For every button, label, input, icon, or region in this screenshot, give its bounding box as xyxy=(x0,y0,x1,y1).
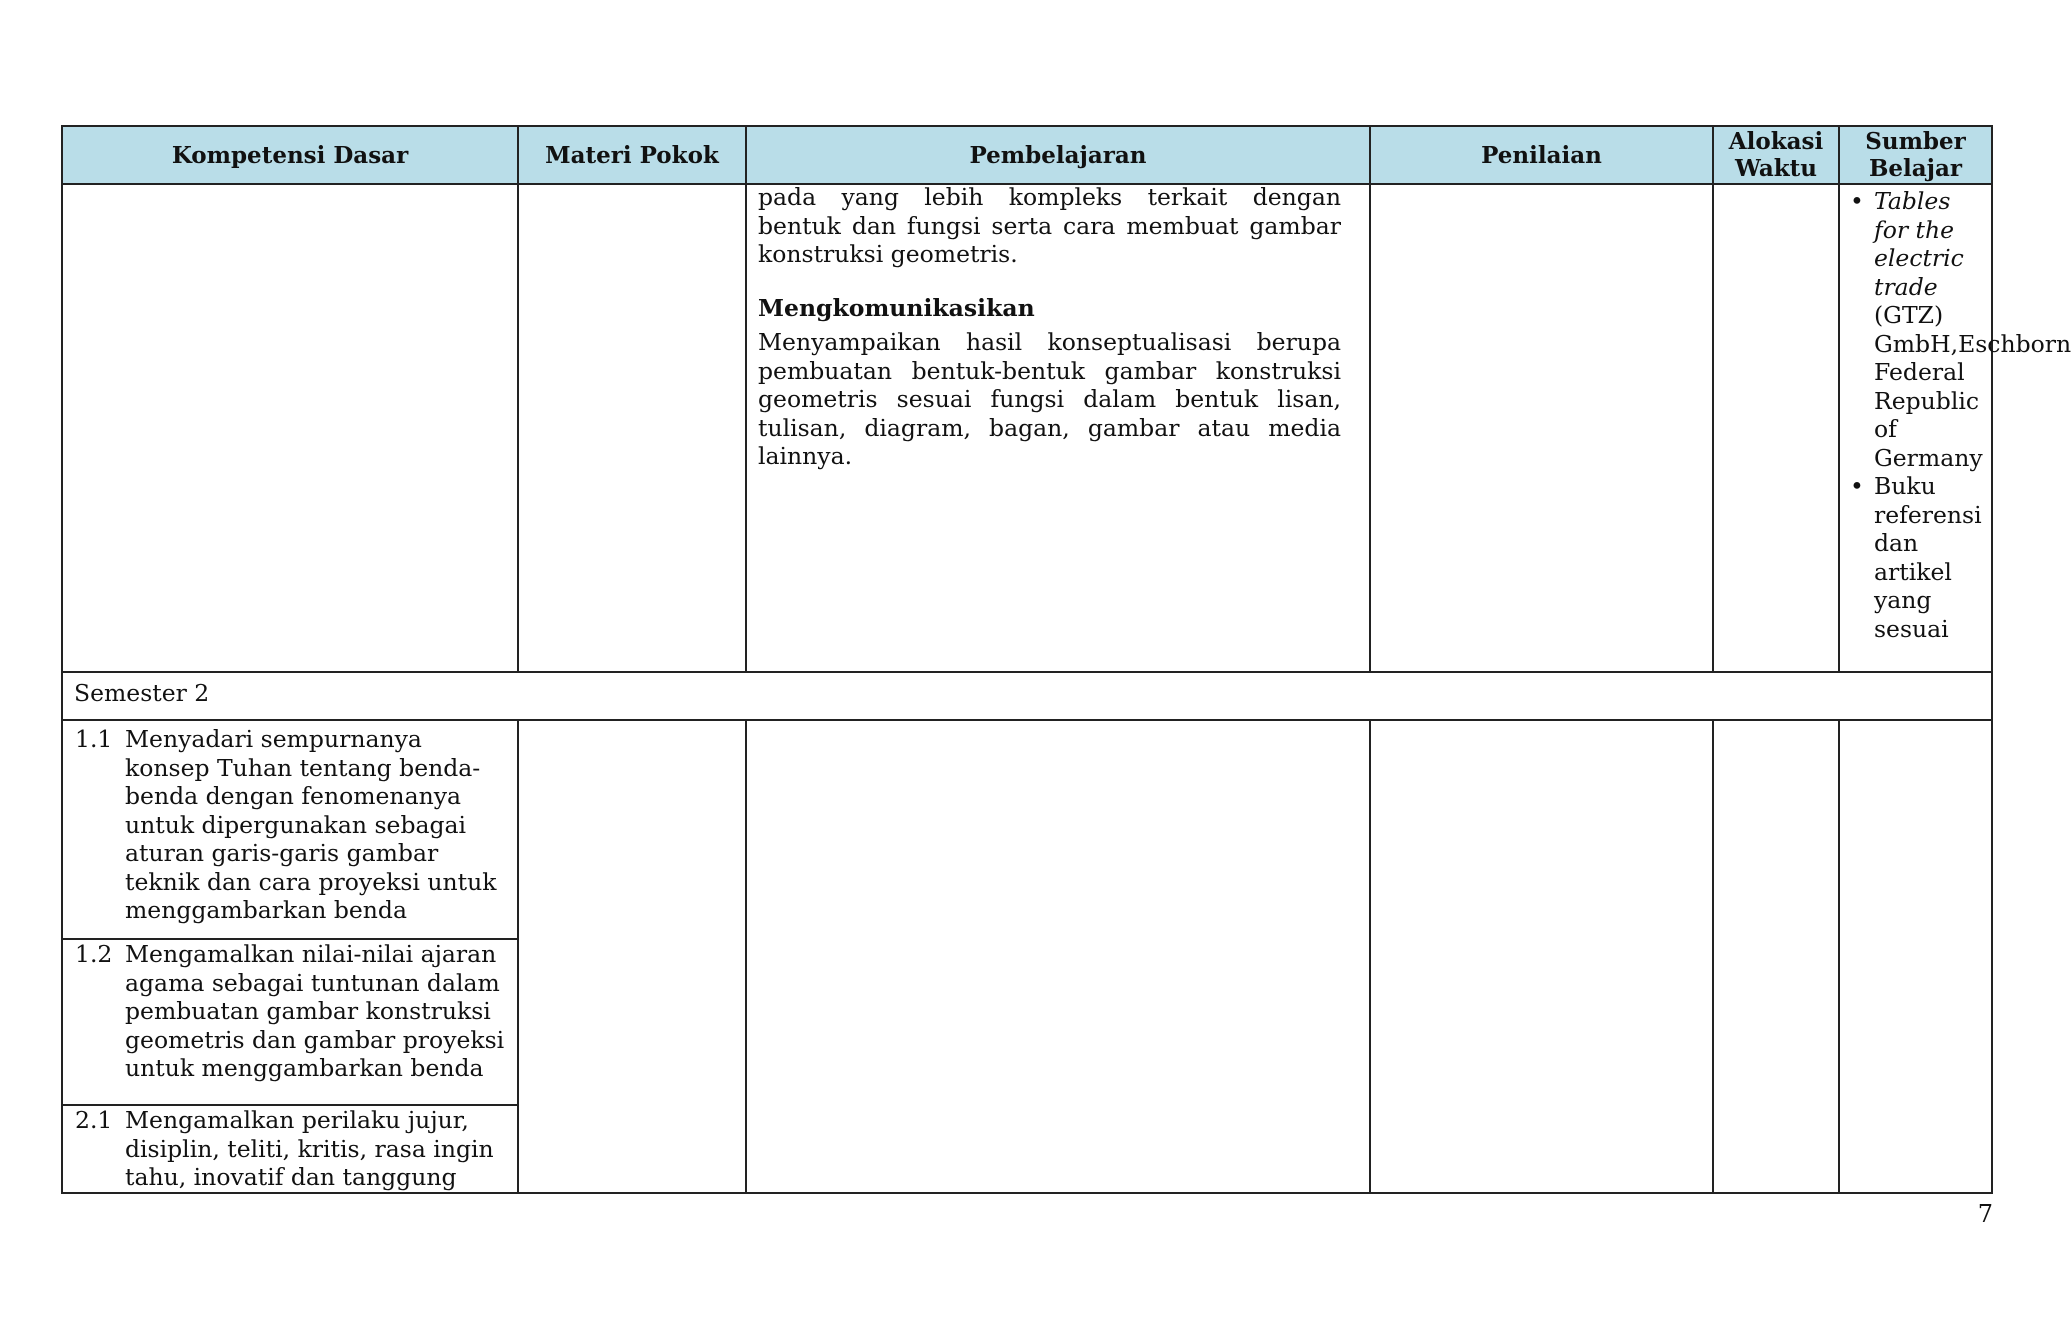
bullet-icon: • xyxy=(1850,472,1864,500)
header-kompetensi-dasar: Kompetensi Dasar xyxy=(62,126,518,184)
kompetensi-cell xyxy=(62,1105,518,1193)
header-alokasi-waktu xyxy=(1713,126,1839,184)
kd-number: 1.2 xyxy=(75,940,113,968)
pembelajaran-cell xyxy=(746,184,1370,672)
list-item xyxy=(1850,472,1987,643)
list-item xyxy=(1850,187,2071,472)
header-penilaian: Penilaian xyxy=(1370,126,1713,184)
pembelajaran-heading: Mengkomunikasikan xyxy=(758,293,1035,322)
header-alokasi-line1: Alokasi xyxy=(1728,128,1824,155)
syllabus-table xyxy=(61,125,2071,1194)
penilaian-cell-empty xyxy=(1370,184,1713,672)
semester-row xyxy=(62,672,1992,720)
alokasi-cell-empty xyxy=(1713,184,1839,672)
kd-item xyxy=(63,1106,517,1192)
kd-text: Menyadari sempurnanya konsep Tuhan tentang benda-benda dengan fenomenanya untuk dipergunakan sebagai aturan garis-garis gambar teknik dan cara proyeksi untuk menggambarkan benda xyxy=(125,725,497,924)
sumber-item-text: Buku referensi dan artikel yang sesuai xyxy=(1874,472,1982,643)
sumber-list xyxy=(1850,187,2071,643)
kompetensi-cell xyxy=(62,939,518,1105)
materi-cell-empty xyxy=(518,184,746,672)
sumber-item-text: (GTZ) GmbH,Eschborn Federal Republic of Germany xyxy=(1874,301,2071,472)
penilaian-cell-empty xyxy=(1370,720,1713,1193)
sumber-belajar-cell xyxy=(1839,184,2071,672)
header-sumber-belajar xyxy=(1839,126,1992,184)
table-row xyxy=(62,720,1992,939)
sumber-cell-empty xyxy=(1839,720,1992,1193)
kompetensi-cell xyxy=(62,720,518,939)
header-sumber-line1: Sumber xyxy=(1865,128,1966,155)
sumber-item-italic: Tables for the electric trade xyxy=(1874,187,1964,301)
kd-text: Mengamalkan nilai-nilai ajaran agama sebagai tuntunan dalam pembuatan gambar konstruksi geometris dan gambar proyeksi untuk menggambarkan benda xyxy=(125,940,505,1082)
pembelajaran-paragraph: Menyampaikan hasil konseptualisasi berupa pembuatan bentuk-bentuk gambar konstruksi geometris sesuai fungsi dalam bentuk lisan, tulisan, diagram, bagan, gambar atau media lainnya. xyxy=(758,328,1341,470)
kd-number: 2.1 xyxy=(75,1106,113,1134)
bullet-icon: • xyxy=(1850,187,1864,215)
pembelajaran-paragraph: pada yang lebih kompleks terkait dengan bentuk dan fungsi serta cara membuat gambar konstruksi geometris. xyxy=(758,183,1341,268)
kd-text: Mengamalkan perilaku jujur, disiplin, teliti, kritis, rasa ingin tahu, inovatif dan tanggung xyxy=(125,1106,494,1191)
semester-label: Semester 2 xyxy=(62,672,1992,720)
pembelajaran-cell-empty xyxy=(746,720,1370,1193)
header-materi-pokok: Materi Pokok xyxy=(518,126,746,184)
kd-number: 1.1 xyxy=(75,725,113,753)
syllabus-table-container xyxy=(61,125,2071,1194)
header-sumber-line2: Belajar xyxy=(1868,155,1963,182)
table-row xyxy=(62,184,1992,672)
table-header-row xyxy=(62,126,1992,184)
header-alokasi-line2: Waktu xyxy=(1734,155,1818,182)
header-pembelajaran: Pembelajaran xyxy=(746,126,1370,184)
kompetensi-cell-empty xyxy=(62,184,518,672)
page-number: 7 xyxy=(1977,1200,1993,1228)
kd-item xyxy=(63,725,517,925)
materi-cell-empty xyxy=(518,720,746,1193)
kd-item xyxy=(63,940,517,1083)
alokasi-cell-empty xyxy=(1713,720,1839,1193)
